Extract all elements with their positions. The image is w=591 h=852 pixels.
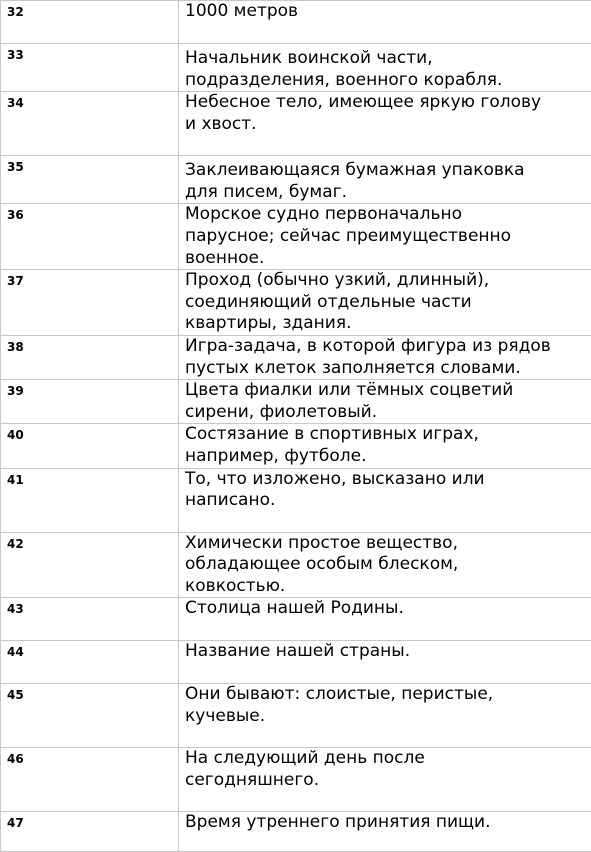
table-row: [1, 1, 591, 44]
clue-text: То, что изложено, высказано или написано.: [179, 468, 591, 532]
clue-number: 34: [1, 92, 179, 156]
clue-text: Время утреннего принятия пищи.: [179, 812, 591, 852]
table-row: [1, 204, 591, 270]
clue-number: 39: [1, 380, 179, 424]
clue-number: 37: [1, 270, 179, 336]
clue-text: Они бывают: слоистые, перистые, кучевые.: [179, 684, 591, 748]
table-row: [1, 812, 591, 852]
table-row: [1, 748, 591, 812]
table-row: [1, 270, 591, 336]
clue-text: Название нашей страны.: [179, 641, 591, 684]
clue-text: Столица нашей Родины.: [179, 598, 591, 641]
clue-text: Морское судно первоначально парусное; сейчас преимущественно военное.: [179, 204, 591, 270]
clue-text: Игра-задача, в которой фигура из рядов пустых клеток заполняется словами.: [179, 335, 591, 379]
table-row: [1, 335, 591, 379]
clue-text: Цвета фиалки или тёмных соцветий сирени, фиолетовый.: [179, 380, 591, 424]
clue-text: 1000 метров: [179, 1, 591, 44]
clue-text: На следующий день после сегодняшнего.: [179, 748, 591, 812]
clue-number: 43: [1, 598, 179, 641]
clue-text: Проход (обычно узкий, длинный), соединяющий отдельные части квартиры, здания.: [179, 270, 591, 336]
clue-number: 42: [1, 532, 179, 598]
table-row: [1, 380, 591, 424]
clue-number: 40: [1, 424, 179, 468]
table-row: [1, 532, 591, 598]
clue-number: 33: [1, 44, 179, 92]
clue-number: 46: [1, 748, 179, 812]
table-row: [1, 92, 591, 156]
clue-number: 32: [1, 1, 179, 44]
clue-number: 35: [1, 156, 179, 204]
table-row: [1, 424, 591, 468]
clue-text: Начальник воинской части, подразделения, военного корабля.: [179, 44, 591, 92]
table-row: [1, 684, 591, 748]
clue-number: 36: [1, 204, 179, 270]
table-row: [1, 156, 591, 204]
table-row: [1, 598, 591, 641]
clue-number: 45: [1, 684, 179, 748]
table-row: [1, 468, 591, 532]
clue-number: 38: [1, 335, 179, 379]
clue-number: 44: [1, 641, 179, 684]
clue-text: Состязание в спортивных играх, например, футболе.: [179, 424, 591, 468]
clue-number: 41: [1, 468, 179, 532]
clue-text: Заклеивающаяся бумажная упаковка для писем, бумаг.: [179, 156, 591, 204]
clue-text: Химически простое вещество, обладающее особым блеском, ковкостью.: [179, 532, 591, 598]
clue-number: 47: [1, 812, 179, 852]
clue-text: Небесное тело, имеющее яркую голову и хвост.: [179, 92, 591, 156]
table-row: [1, 44, 591, 92]
table-row: [1, 641, 591, 684]
